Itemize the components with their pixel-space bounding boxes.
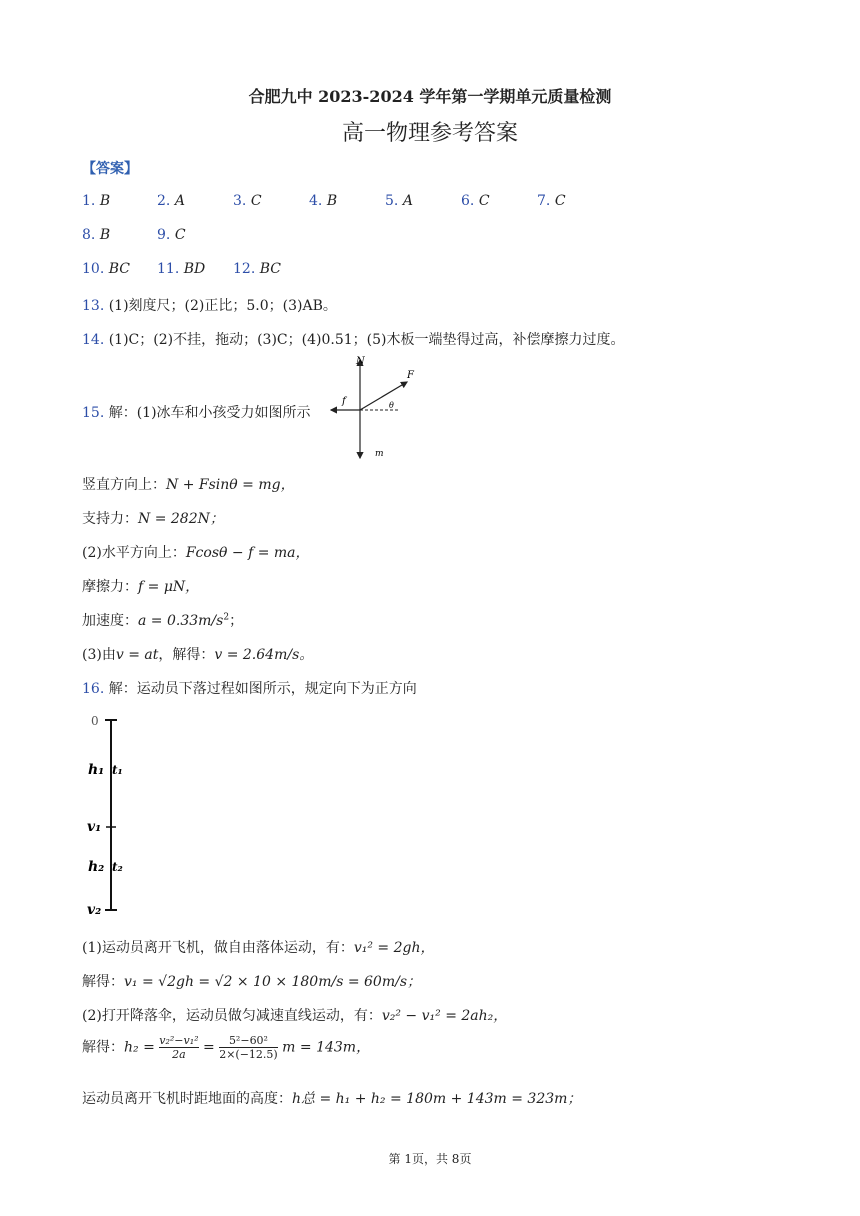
mc-answer-3: 3. C: [233, 193, 262, 209]
fall-diagram: [85, 710, 135, 920]
label-F: F: [407, 370, 414, 381]
mc-answer-12: 12. BC: [233, 261, 281, 277]
label-h1: h₁: [88, 762, 105, 778]
label-t2: t₂: [112, 860, 123, 874]
answer-heading: 【答案】: [82, 161, 138, 177]
label-N: N: [356, 356, 365, 367]
mc-answer-9: 9. C: [157, 227, 186, 243]
mc-answer-8: 8. B: [82, 227, 111, 243]
q16-line-total-height: 运动员离开飞机时距地面的高度：h总 = h₁ + h₂ = 180m + 143m = 323m；: [82, 1091, 582, 1107]
label-h2: h₂: [88, 859, 105, 875]
mc-answer-10: 10. BC: [82, 261, 130, 277]
label-f: f: [342, 396, 346, 407]
pull-force-arrow: [360, 382, 407, 410]
mc-answer-1: 1. B: [82, 193, 111, 209]
mc-answer-5: 5. A: [385, 193, 413, 209]
q16-line-v1: 解得：v₁ = √2gh = √2 × 10 × 180m/s = 60m/s；: [82, 974, 422, 990]
page-footer: 第 1页，共 8页: [388, 1152, 472, 1166]
label-zero: 0: [91, 714, 99, 728]
label-t1: t₁: [112, 763, 123, 777]
q14-answer: 14. (1)C；(2)不挂，拖动；(3)C；(4)0.51；(5)木板一端垫得过高，补偿摩擦力过度。: [82, 332, 625, 348]
fraction-symbolic: $\frac{\text{v₂²−v₁²}}{2a}$: [159, 1034, 199, 1061]
q16-intro: 16. 解：运动员下落过程如图所示，规定向下为正方向: [82, 681, 417, 697]
q15-line-support: 支持力：N = 282N；: [82, 511, 224, 527]
q15-intro: 15. 解：(1)冰车和小孩受力如图所示: [82, 405, 311, 421]
q15-line-horizontal: (2)水平方向上：Fcosθ − f = ma，: [82, 545, 310, 561]
label-m: m: [375, 449, 384, 459]
document-title: 高一物理参考答案: [341, 121, 518, 146]
label-theta: θ: [389, 401, 394, 410]
label-v2: v₂: [87, 902, 102, 918]
label-v1: v₁: [87, 819, 102, 835]
q15-line-velocity: (3)由v = at，解得：v = 2.64m/s。: [82, 647, 314, 663]
force-diagram: [325, 352, 425, 464]
school-title: 合肥九中 2023-2024 学年第一学期单元质量检测: [248, 87, 612, 106]
fraction-numeric: $\frac{\text{5²−60²}}{2\times(-12.5)}$: [219, 1034, 278, 1061]
mc-answer-7: 7. C: [537, 193, 566, 209]
q15-line-friction: 摩擦力：f = μN，: [82, 579, 200, 595]
q15-line-acceleration: 加速度：$a = 0.33m/s^2$；: [82, 612, 244, 629]
mc-answer-4: 4. B: [309, 193, 338, 209]
q15-line-vertical: 竖直方向上：N + Fsinθ = mg，: [82, 477, 295, 493]
q16-line-freefall: (1)运动员离开飞机，做自由落体运动，有：v₁² = 2gh，: [82, 940, 435, 956]
q16-line-deceleration: (2)打开降落伞，运动员做匀减速直线运动，有：v₂² − v₁² = 2ah₂，: [82, 1008, 508, 1024]
q13-answer: 13. (1)刻度尺；(2)正比；5.0；(3)AB。: [82, 298, 337, 314]
mc-answer-11: 11. BD: [157, 261, 206, 277]
mc-answer-2: 2. A: [157, 193, 185, 209]
mc-answer-6: 6. C: [461, 193, 490, 209]
q16-line-h2: 解得：h₂ = $\frac{\text{v₂²−v₁²}}{2a}$ = $\frac{\text{5²−60²}}{2\times(-12.5)}$ m = 143m，: [82, 1034, 371, 1061]
